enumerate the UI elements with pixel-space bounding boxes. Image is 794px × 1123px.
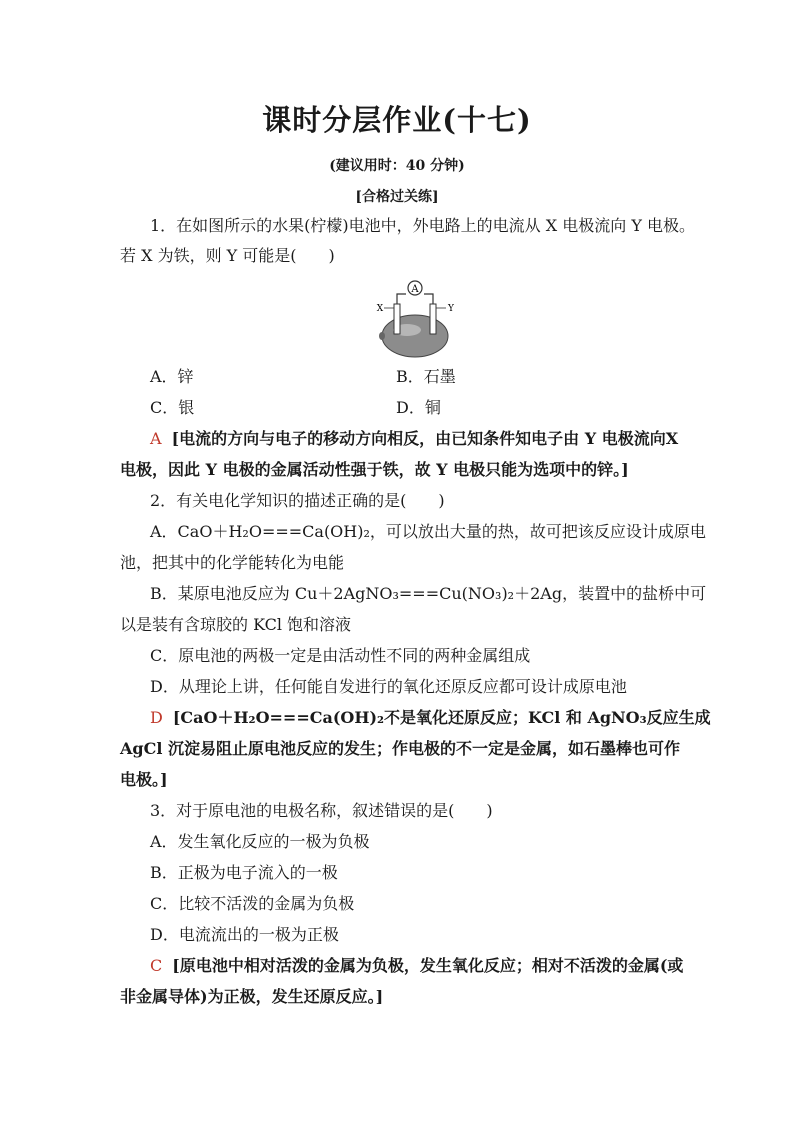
q1-choice-b: B．石墨 — [396, 367, 456, 386]
ammeter-label: A — [411, 284, 419, 295]
suggested-time: (建议用时：40 分钟) — [329, 158, 465, 174]
q2-answer-letter: D — [150, 708, 163, 727]
q3-answer-letter: C — [150, 956, 163, 975]
page-title: 课时分层作业(十七) — [262, 103, 532, 137]
q2-option-a-line2: 池，把其中的化学能转化为电能 — [120, 553, 345, 572]
q2-answer-line2: AgCl 沉淀易阻止原电池反应的发生；作电极的不一定是金属，如石墨棒也可作 — [120, 739, 680, 758]
q1-stem-line1: 1．在如图所示的水果(柠檬)电池中，外电路上的电流从 X 电极流向 Y 电极。 — [150, 216, 695, 235]
q1-choice-d: D．铜 — [396, 398, 441, 417]
q2-option-d: D．从理论上讲，任何能自发进行的氧化还原反应都可设计成原电池 — [150, 677, 627, 696]
q1-answer-line2: 电极，因此 Y 电极的金属活动性强于铁，故 Y 电极只能为选项中的锌。] — [120, 460, 629, 479]
electrode-x — [394, 304, 400, 334]
q3-answer-text1: [原电池中相对活泼的金属为负极，发生氧化反应；相对不活泼的金属(或 — [172, 956, 684, 975]
q3-option-a: A．发生氧化反应的一极为负极 — [150, 832, 370, 851]
q1-stem-line2: 若 X 为铁，则 Y 可能是( ) — [120, 246, 335, 265]
q1-choice-c: C．银 — [150, 398, 195, 417]
q3-answer-line2: 非金属导体)为正极，发生还原反应。] — [120, 987, 384, 1006]
q2-option-b-line2: 以是装有含琼胶的 KCl 饱和溶液 — [120, 615, 352, 634]
q3-answer-line1 — [150, 955, 684, 977]
q2-option-a-line1: A．CaO＋H₂O===Ca(OH)₂，可以放出大量的热，故可把该反应设计成原电 — [150, 522, 706, 541]
lemon-battery-figure — [370, 274, 460, 364]
electrode-y — [430, 304, 436, 334]
q2-answer-line1 — [150, 707, 711, 729]
label-y: Y — [448, 304, 454, 314]
q3-option-b: B．正极为电子流入的一极 — [150, 863, 338, 882]
q1-answer-line1 — [150, 428, 680, 450]
q3-option-c: C．比较不活泼的金属为负极 — [150, 894, 355, 913]
q2-option-c: C．原电池的两极一定是由活动性不同的两种金属组成 — [150, 646, 531, 665]
label-x: X — [376, 304, 384, 314]
q1-choice-a: A．锌 — [150, 367, 194, 386]
q3-stem: 3．对于原电池的电极名称，叙述错误的是( ) — [150, 801, 493, 820]
q2-answer-text1: [CaO＋H₂O===Ca(OH)₂不是氧化还原反应；KCl 和 AgNO₃反应生成 — [172, 708, 711, 727]
section-heading: [合格过关练] — [355, 189, 439, 205]
q2-answer-line3: 电极。] — [120, 770, 168, 789]
q3-option-d: D．电流流出的一极为正极 — [150, 925, 339, 944]
q2-option-b-line1: B．某原电池反应为 Cu＋2AgNO₃===Cu(NO₃)₂＋2Ag，装置中的盐桥中可 — [150, 584, 707, 603]
q1-answer-text1: [电流的方向与电子的移动方向相反，由已知条件知电子由 Y 电极流向X — [171, 429, 679, 448]
q1-answer-letter: A — [150, 429, 162, 448]
q2-stem: 2．有关电化学知识的描述正确的是( ) — [150, 491, 445, 510]
lemon-icon — [382, 315, 448, 357]
